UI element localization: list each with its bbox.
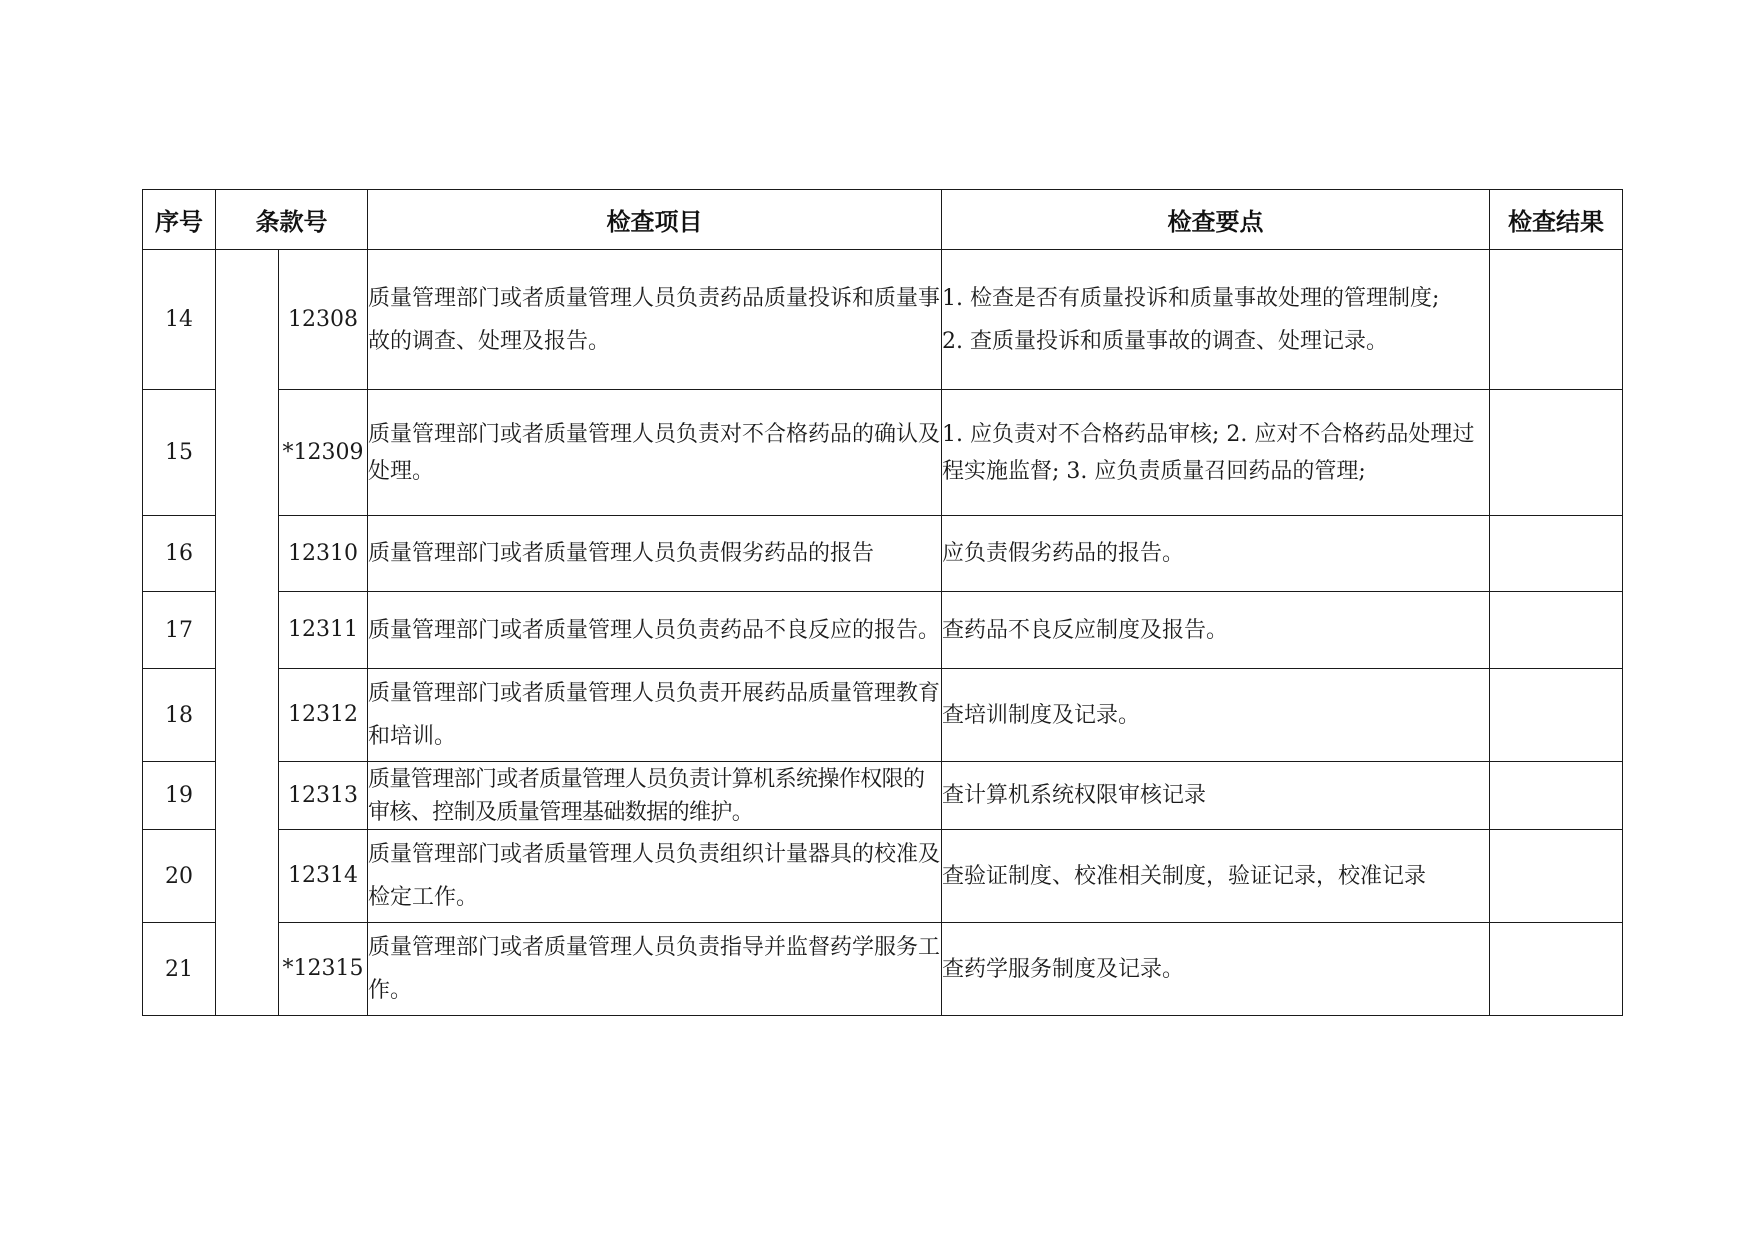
header-seq: 序号 (143, 190, 216, 250)
seq-cell: 16 (143, 516, 216, 592)
points-cell: 查验证制度、校准相关制度，验证记录，校准记录 (942, 830, 1490, 923)
clause-cell: *12315 (279, 923, 368, 1016)
result-cell (1490, 762, 1623, 830)
clause-cell: 12314 (279, 830, 368, 923)
clause-cell: *12309 (279, 390, 368, 516)
header-item: 检查项目 (368, 190, 942, 250)
seq-cell: 18 (143, 669, 216, 762)
points-cell: 查计算机系统权限审核记录 (942, 762, 1490, 830)
points-cell: 查培训制度及记录。 (942, 669, 1490, 762)
header-clause: 条款号 (216, 190, 368, 250)
clause-cell: 12311 (279, 592, 368, 669)
item-cell: 质量管理部门或者质量管理人员负责假劣药品的报告 (368, 516, 942, 592)
table-row (143, 669, 1623, 762)
table-row (143, 762, 1623, 830)
table-row (143, 830, 1623, 923)
item-cell: 质量管理部门或者质量管理人员负责开展药品质量管理教育和培训。 (368, 669, 942, 762)
table-header-row (143, 190, 1623, 250)
points-cell: 1. 应负责对不合格药品审核; 2. 应对不合格药品处理过程实施监督; 3. 应负责质量召回药品的管理; (942, 390, 1490, 516)
result-cell (1490, 923, 1623, 1016)
seq-cell: 20 (143, 830, 216, 923)
header-result: 检查结果 (1490, 190, 1623, 250)
seq-cell: 15 (143, 390, 216, 516)
result-cell (1490, 592, 1623, 669)
merged-blank-cell (216, 250, 279, 1016)
clause-cell: 12313 (279, 762, 368, 830)
table-row (143, 390, 1623, 516)
seq-cell: 19 (143, 762, 216, 830)
result-cell (1490, 830, 1623, 923)
clause-cell: 12312 (279, 669, 368, 762)
points-cell: 应负责假劣药品的报告。 (942, 516, 1490, 592)
result-cell (1490, 390, 1623, 516)
seq-cell: 21 (143, 923, 216, 1016)
item-cell: 质量管理部门或者质量管理人员负责药品不良反应的报告。 (368, 592, 942, 669)
clause-cell: 12310 (279, 516, 368, 592)
points-cell: 查药品不良反应制度及报告。 (942, 592, 1490, 669)
result-cell (1490, 669, 1623, 762)
result-cell (1490, 250, 1623, 390)
table-row (143, 250, 1623, 390)
result-cell (1490, 516, 1623, 592)
item-cell: 质量管理部门或者质量管理人员负责对不合格药品的确认及处理。 (368, 390, 942, 516)
item-cell: 质量管理部门或者质量管理人员负责药品质量投诉和质量事故的调查、处理及报告。 (368, 250, 942, 390)
clause-cell: 12308 (279, 250, 368, 390)
table-row (143, 592, 1623, 669)
item-cell: 质量管理部门或者质量管理人员负责指导并监督药学服务工作。 (368, 923, 942, 1016)
seq-cell: 17 (143, 592, 216, 669)
inspection-table (142, 189, 1623, 1016)
points-cell: 1. 检查是否有质量投诉和质量事故处理的管理制度; 2. 查质量投诉和质量事故的调查、处理记录。 (942, 250, 1490, 390)
item-cell: 质量管理部门或者质量管理人员负责计算机系统操作权限的审核、控制及质量管理基础数据的维护。 (368, 762, 942, 830)
header-points: 检查要点 (942, 190, 1490, 250)
item-cell: 质量管理部门或者质量管理人员负责组织计量器具的校准及检定工作。 (368, 830, 942, 923)
seq-cell: 14 (143, 250, 216, 390)
table-row (143, 516, 1623, 592)
table-row (143, 923, 1623, 1016)
points-cell: 查药学服务制度及记录。 (942, 923, 1490, 1016)
